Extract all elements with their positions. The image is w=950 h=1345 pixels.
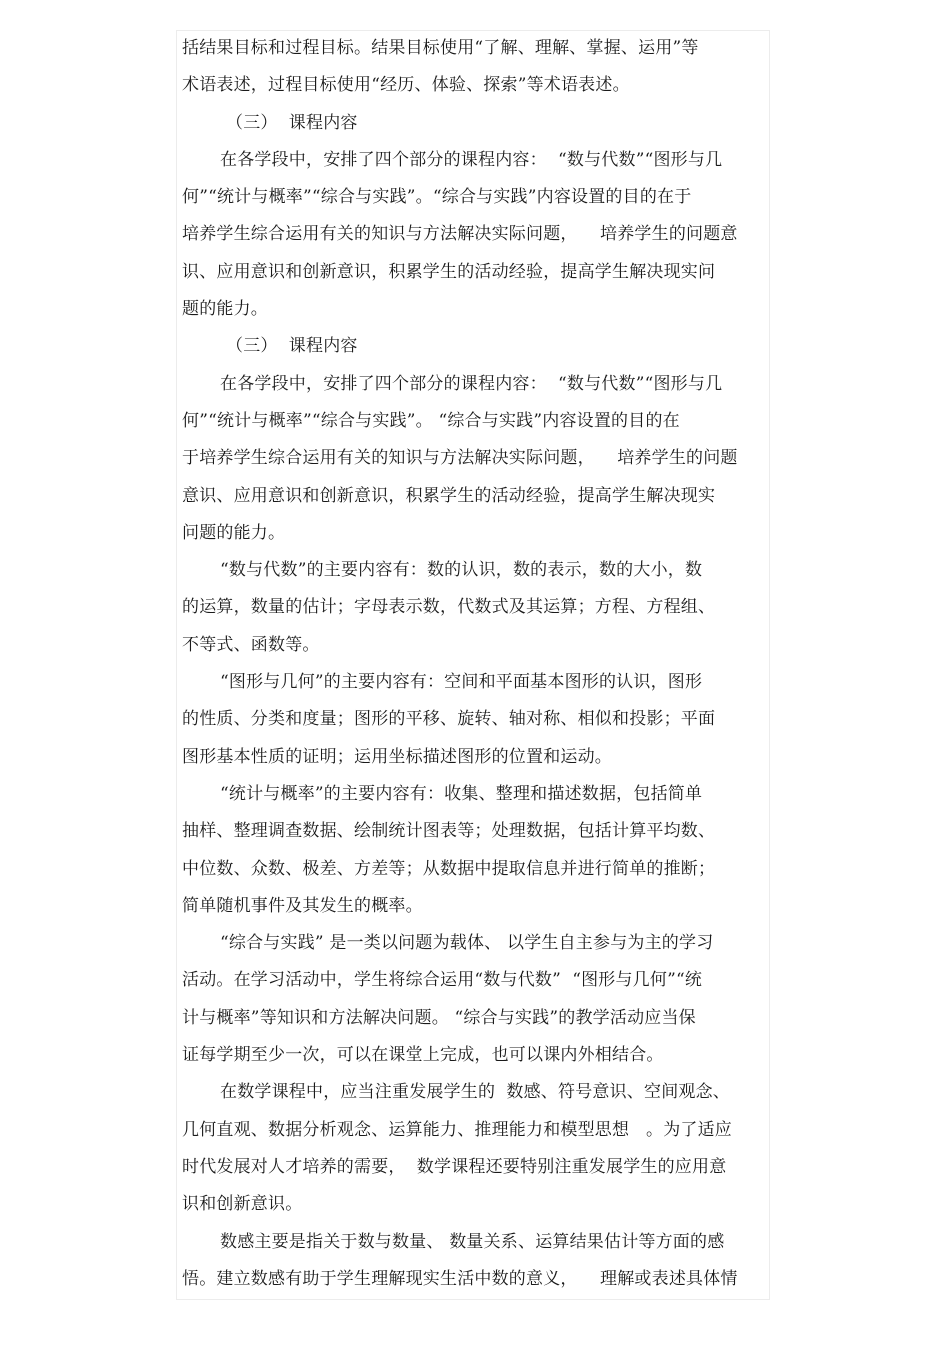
text-line: “数与代数”的主要内容有：数的认识，数的表示，数的大小，数	[220, 560, 703, 581]
text-line: 识、应用意识和创新意识，积累学生的活动经验，提高学生解决现实问	[182, 261, 716, 282]
document-body	[182, 30, 772, 1298]
text-line: 意识、应用意识和创新意识，积累学生的活动经验，提高学生解决现实	[182, 485, 716, 506]
section-heading: （三） 课程内容	[226, 112, 358, 133]
text-line: 活动。在学习活动中，学生将综合运用“数与代数” “图形与几何”“统	[182, 970, 703, 991]
text-line: 在各学段中，安排了四个部分的课程内容： “数与代数”“图形与几	[220, 149, 723, 170]
text-line: “统计与概率”的主要内容有：收集、整理和描述数据，包括简单	[220, 783, 703, 804]
text-line: 简单随机事件及其发生的概率。	[182, 895, 423, 916]
text-line: 图形基本性质的证明；运用坐标描述图形的位置和运动。	[182, 746, 612, 767]
text-line: 培养学生综合运用有关的知识与方法解决实际问题， 培养学生的问题意	[182, 224, 738, 245]
section-heading: （三） 课程内容	[226, 336, 358, 357]
text-line: 题的能力。	[182, 299, 268, 320]
text-line: 的运算，数量的估计；字母表示数，代数式及其运算；方程、方程组、	[182, 597, 716, 618]
text-line: 悟。建立数感有助于学生理解现实生活中数的意义， 理解或表述具体情	[182, 1268, 738, 1289]
text-line: 计与概率”等知识和方法解决问题。 “综合与实践”的教学活动应当保	[182, 1007, 696, 1028]
text-line: 中位数、众数、极差、方差等；从数据中提取信息并进行简单的推断；	[182, 858, 716, 879]
text-line: 几何直观、数据分析观念、运算能力、推理能力和模型思想 。为了适应	[182, 1119, 733, 1140]
text-line: 括结果目标和过程目标。结果目标使用“了解、理解、掌握、运用”等	[182, 38, 699, 58]
text-line: 数感主要是指关于数与数量、 数量关系、运算结果估计等方面的感	[220, 1231, 725, 1252]
text-line: 于培养学生综合运用有关的知识与方法解决实际问题， 培养学生的问题	[182, 448, 738, 469]
text-line: 不等式、函数等。	[182, 634, 320, 655]
text-line: 证每学期至少一次，可以在课堂上完成，也可以课内外相结合。	[182, 1045, 664, 1066]
text-line: 何”“统计与概率”“综合与实践”。 “综合与实践”内容设置的目的在	[182, 410, 680, 431]
text-line: 术语表述，过程目标使用“经历、体验、探索”等术语表述。	[182, 75, 630, 96]
text-line: 的性质、分类和度量；图形的平移、旋转、轴对称、相似和投影；平面	[182, 709, 716, 730]
text-line: 识和创新意识。	[182, 1194, 303, 1215]
text-line: 问题的能力。	[182, 522, 286, 543]
text-line: 在数学课程中，应当注重发展学生的 数感、符号意识、空间观念、	[220, 1082, 731, 1103]
text-line: “综合与实践” 是一类以问题为载体、 以学生自主参与为主的学习	[220, 933, 714, 954]
text-line: “图形与几何”的主要内容有：空间和平面基本图形的认识，图形	[220, 672, 703, 693]
text-line: 抽样、整理调查数据、绘制统计图表等；处理数据，包括计算平均数、	[182, 821, 716, 842]
text-line: 时代发展对人才培养的需要， 数学课程还要特别注重发展学生的应用意	[182, 1156, 727, 1177]
text-line: 在各学段中，安排了四个部分的课程内容： “数与代数”“图形与几	[220, 373, 723, 394]
text-line: 何”“统计与概率”“综合与实践”。“综合与实践”内容设置的目的在于	[182, 187, 692, 208]
